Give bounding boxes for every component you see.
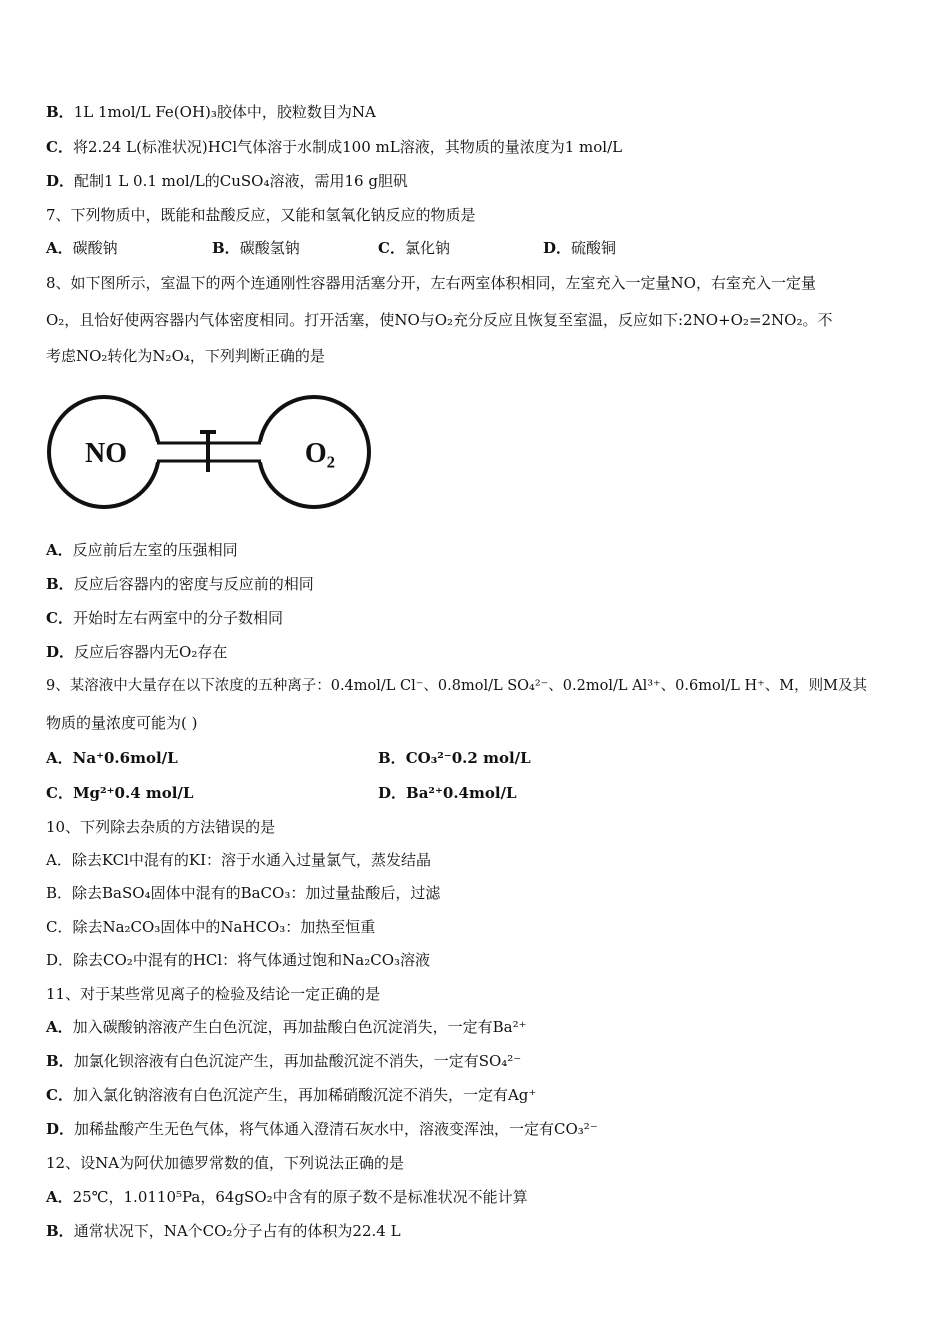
q12-stem: 12、设NA为阿伏加德罗常数的值，下列说法正确的是 xyxy=(46,1154,405,1172)
q8-option-d xyxy=(46,642,227,662)
q8-option-a-text: 反应前后左室的压强相同 xyxy=(72,541,238,559)
q11-stem: 11、对于某些常见离子的检验及结论一定正确的是 xyxy=(46,985,381,1003)
q7-option-b-text: 碳酸氢钠 xyxy=(239,239,300,257)
q12-option-b-text: 通常状况下，NA个CO₂分子占有的体积为22.4 L xyxy=(73,1222,401,1240)
q7-option-a-label: A． xyxy=(46,239,73,257)
q7-option-a xyxy=(46,238,118,258)
q7-option-d-text: 硫酸铜 xyxy=(571,239,617,257)
q9-option-a-label: A． xyxy=(46,749,73,767)
q7-option-c-label: C． xyxy=(378,239,405,257)
q11-option-d xyxy=(46,1119,598,1139)
q11-option-d-label: D． xyxy=(46,1120,75,1138)
q7-stem: 7、下列物质中，既能和盐酸反应，又能和氢氧化钠反应的物质是 xyxy=(46,206,476,224)
q11-option-a-text: 加入碳酸钠溶液产生白色沉淀，再加盐酸白色沉淀消失，一定有Ba²⁺ xyxy=(72,1018,527,1036)
left-gas-label: NO xyxy=(85,438,127,469)
q6-option-b xyxy=(46,102,376,122)
q9-option-d xyxy=(378,783,517,803)
q8-stem-line3: 考虑NO₂转化为N₂O₄，下列判断正确的是 xyxy=(46,347,325,365)
q10-option-a: A．除去KCl中混有的KI：溶于水通入过量氯气，蒸发结晶 xyxy=(46,851,432,869)
q12-option-a-label: A． xyxy=(46,1188,73,1206)
q8-stem-line1: 8、如下图所示，室温下的两个连通刚性容器用活塞分开，左右两室体积相同，左室充入一定量NO，右室充入一定量 xyxy=(46,274,816,292)
q7-option-d xyxy=(543,238,616,258)
q8-option-b-label: B． xyxy=(46,575,74,593)
q12-option-b-label: B． xyxy=(46,1222,74,1240)
q11-option-d-text: 加稀盐酸产生无色气体，将气体通入澄清石灰水中，溶液变浑浊，一定有CO₃²⁻ xyxy=(74,1120,598,1138)
q10-option-c: C．除去Na₂CO₃固体中的NaHCO₃：加热至恒重 xyxy=(46,918,376,936)
q6-option-b-text: 1L 1mol/L Fe(OH)₃胶体中，胶粒数目为NA xyxy=(73,103,376,121)
q8-option-b xyxy=(46,574,314,594)
q8-option-c-text: 开始时左右两室中的分子数相同 xyxy=(72,609,283,627)
q7-option-b-label: B． xyxy=(212,239,240,257)
q6-option-c xyxy=(46,137,622,157)
q11-option-b xyxy=(46,1051,521,1071)
q9-option-c-text: Mg²⁺0.4 mol/L xyxy=(72,784,194,802)
q11-option-b-label: B． xyxy=(46,1052,74,1070)
q10-option-b: B．除去BaSO₄固体中混有的BaCO₃：加过量盐酸后，过滤 xyxy=(46,884,441,902)
q6-option-c-label: C． xyxy=(46,138,73,156)
q10-option-d: D．除去CO₂中混有的HCl：将气体通过饱和Na₂CO₃溶液 xyxy=(46,951,431,969)
q9-option-b-label: B． xyxy=(378,749,406,767)
q11-option-b-text: 加氯化钡溶液有白色沉淀产生，再加盐酸沉淀不消失，一定有SO₄²⁻ xyxy=(73,1052,522,1070)
right-gas-label: O₂ xyxy=(304,438,336,469)
q9-option-c xyxy=(46,783,193,803)
q8-option-d-label: D． xyxy=(46,643,75,661)
q7-option-b xyxy=(212,238,300,258)
q8-option-b-text: 反应后容器内的密度与反应前的相同 xyxy=(73,575,314,593)
q9-stem-line2: 物质的量浓度可能为( ) xyxy=(46,714,198,732)
q9-option-a xyxy=(46,748,178,768)
q6-option-d xyxy=(46,171,408,191)
q7-option-c xyxy=(378,238,450,258)
q8-stem-line2: O₂，且恰好使两容器内气体密度相同。打开活塞，使NO与O₂充分反应且恢复至室温，反应如下:2NO+O₂=2NO₂。不 xyxy=(46,311,833,329)
q7-option-d-label: D． xyxy=(543,239,572,257)
q8-option-c xyxy=(46,608,283,628)
q12-option-a-text: 25℃，1.0110⁵Pa，64gSO₂中含有的原子数不是标准状况不能计算 xyxy=(72,1188,528,1206)
q6-option-d-label: D． xyxy=(46,172,75,190)
q12-option-a xyxy=(46,1187,528,1207)
q9-option-a-text: Na⁺0.6mol/L xyxy=(72,749,178,767)
q9-option-b xyxy=(378,748,531,768)
q6-option-b-label: B． xyxy=(46,103,74,121)
q10-stem: 10、下列除去杂质的方法错误的是 xyxy=(46,818,276,836)
q9-option-c-label: C． xyxy=(46,784,73,802)
q9-option-d-label: D． xyxy=(378,784,407,802)
connected-vessels-figure xyxy=(44,392,379,514)
q11-option-c xyxy=(46,1085,536,1105)
q11-option-c-label: C． xyxy=(46,1086,73,1104)
q12-option-b xyxy=(46,1221,401,1241)
q8-option-c-label: C． xyxy=(46,609,73,627)
q8-option-d-text: 反应后容器内无O₂存在 xyxy=(74,643,228,661)
q6-option-d-text: 配制1 L 0.1 mol/L的CuSO₄溶液，需用16 g胆矾 xyxy=(74,172,408,190)
q9-option-d-text: Ba²⁺0.4mol/L xyxy=(406,784,517,802)
q11-option-a xyxy=(46,1017,527,1037)
q9-stem-line1: 9、某溶液中大量存在以下浓度的五种离子：0.4mol/L Cl⁻、0.8mol/L SO₄²⁻、0.2mol/L Al³⁺、0.6mol/L H⁺、M，则M及其 xyxy=(46,678,867,694)
q9-option-b-text: CO₃²⁻0.2 mol/L xyxy=(405,749,531,767)
q11-option-a-label: A． xyxy=(46,1018,73,1036)
q6-option-c-text: 将2.24 L(标准状况)HCl气体溶于水制成100 mL溶液，其物质的量浓度为1 mol/L xyxy=(72,138,623,156)
q8-option-a xyxy=(46,540,238,560)
q11-option-c-text: 加入氯化钠溶液有白色沉淀产生，再加稀硝酸沉淀不消失，一定有Ag⁺ xyxy=(72,1086,537,1104)
q7-option-a-text: 碳酸钠 xyxy=(72,239,118,257)
q7-option-c-text: 氯化钠 xyxy=(404,239,450,257)
q8-option-a-label: A． xyxy=(46,541,73,559)
